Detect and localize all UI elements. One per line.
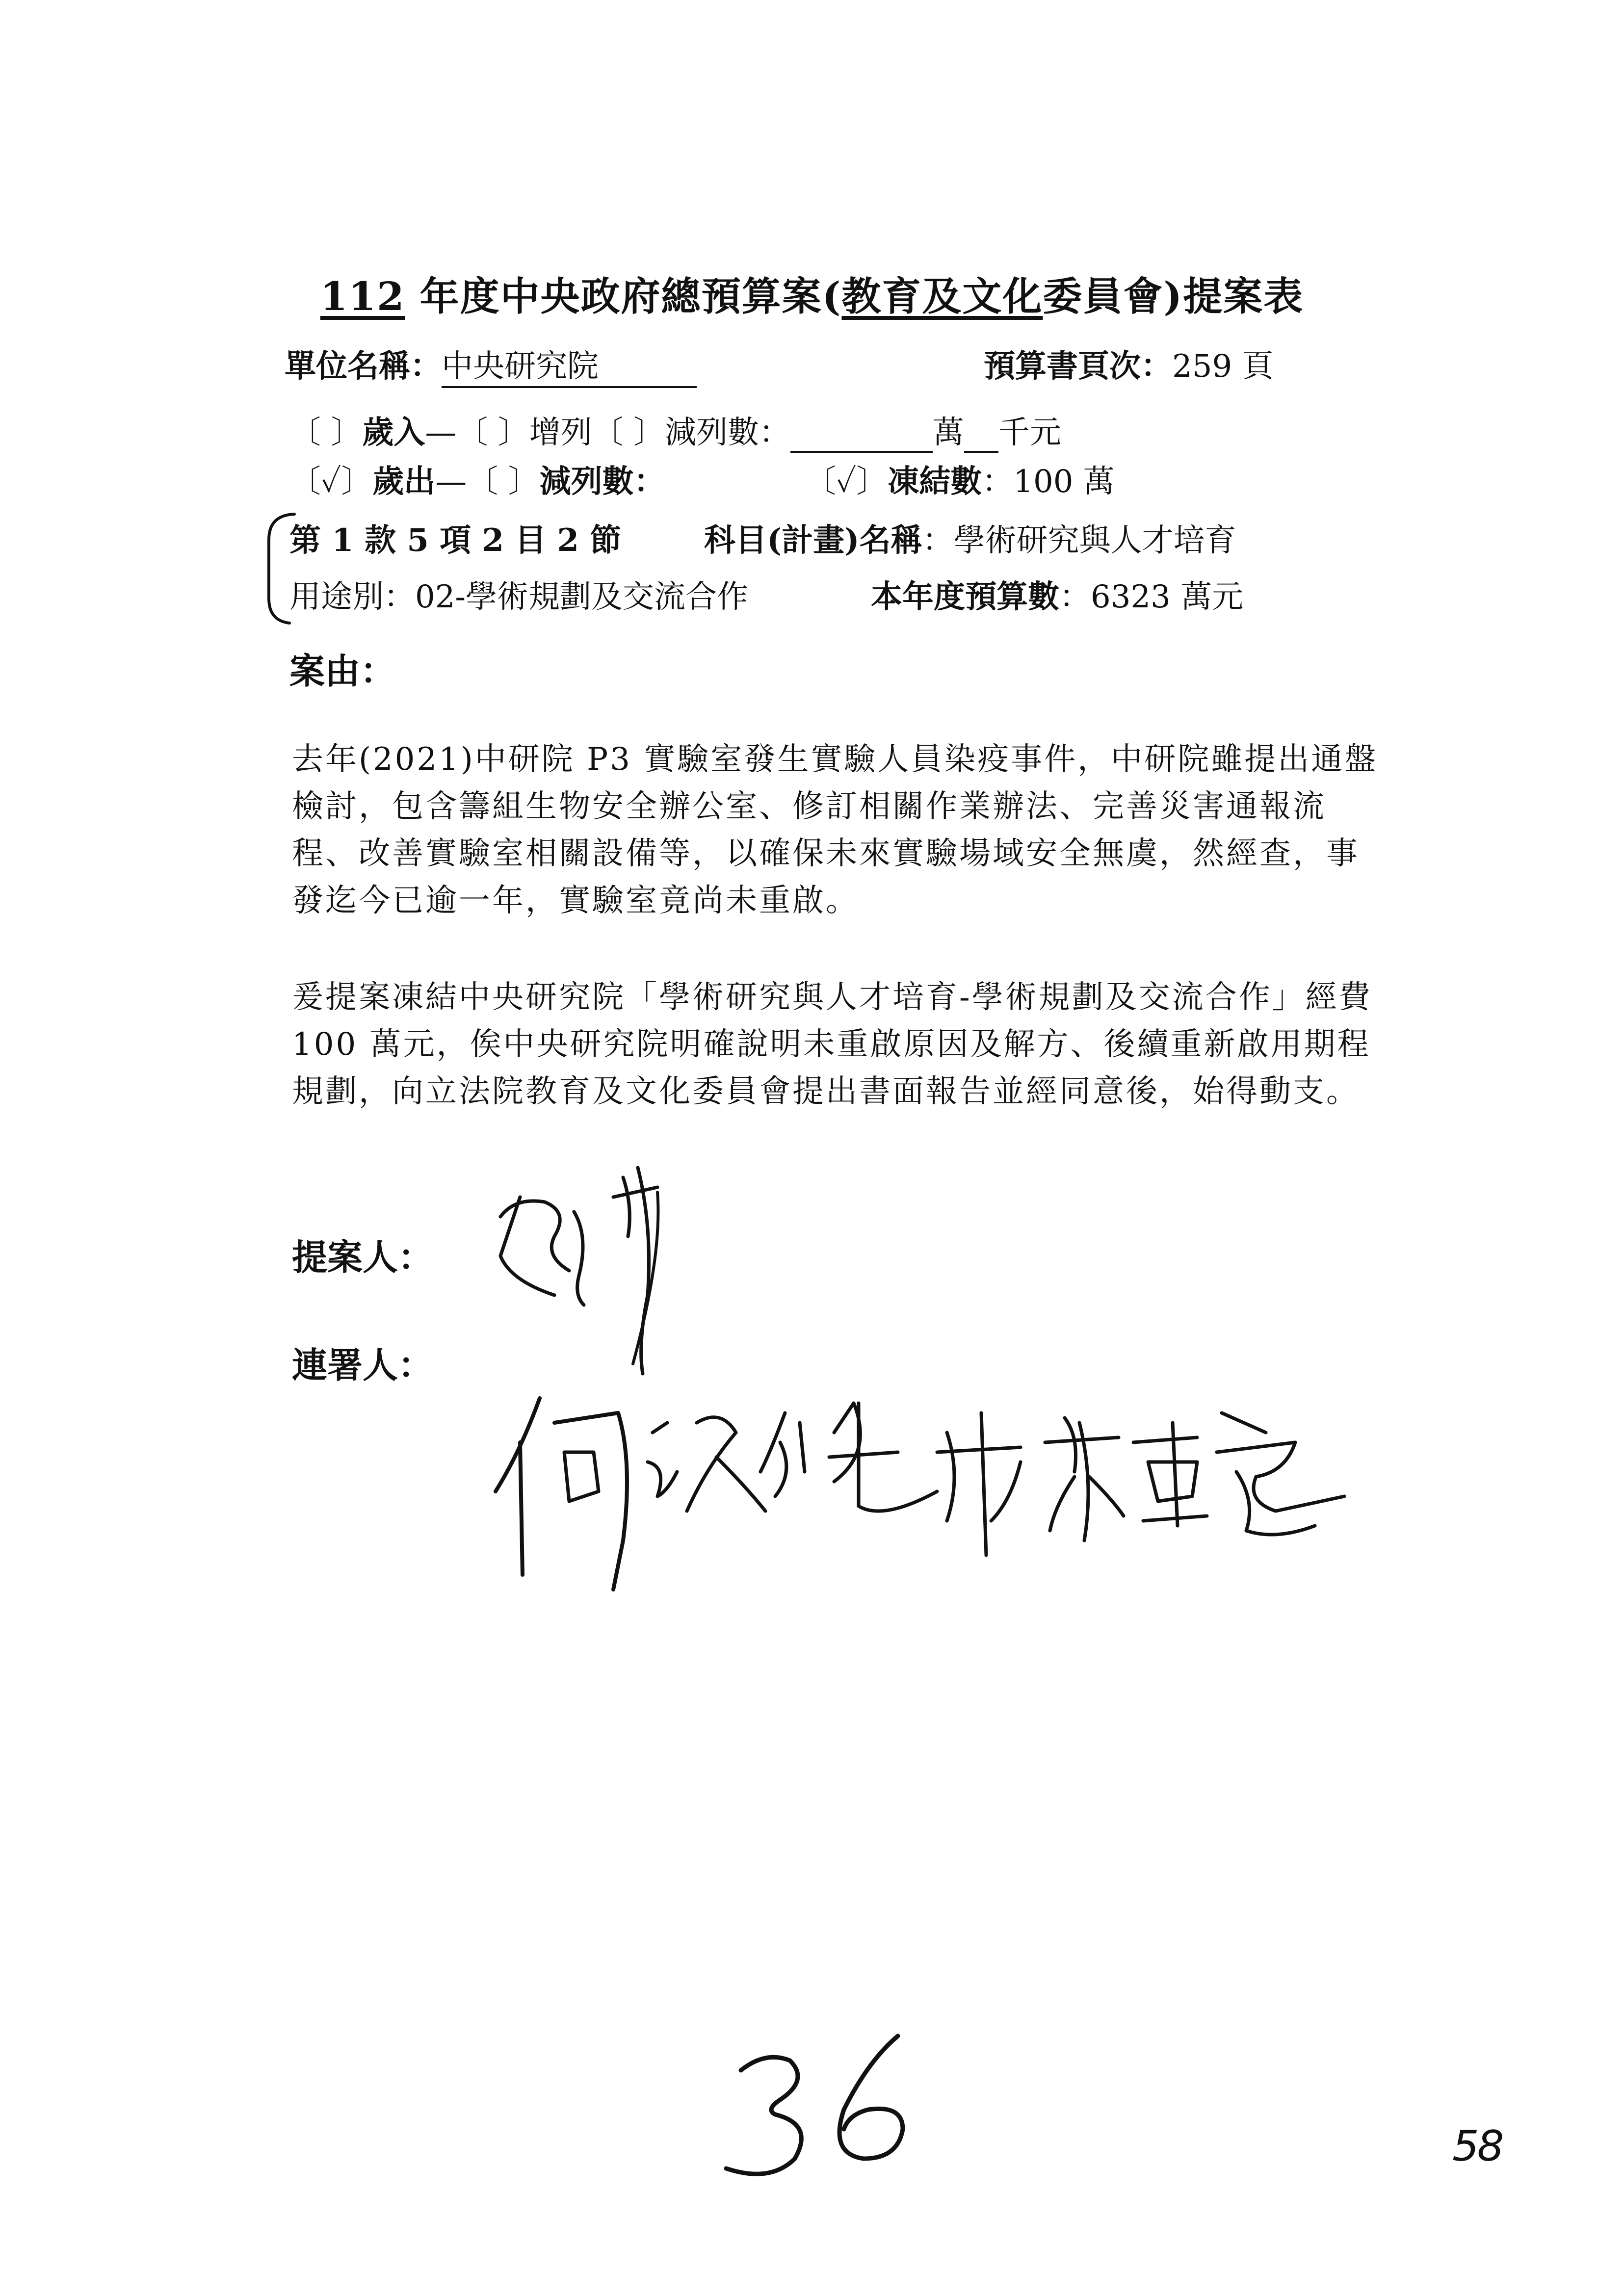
expense-checkbox: 〔✓〕 <box>289 464 373 500</box>
reason-label: 案由： <box>289 650 396 692</box>
expense-decrease-checkbox: 〔 〕 <box>467 464 540 500</box>
freeze-value: ：100 萬 <box>982 464 1115 500</box>
cosigner-label: 連署人： <box>292 1344 434 1386</box>
budget-page-value: 259 頁 <box>1172 348 1274 385</box>
reason-paragraph-1: 去年(2021)中研院 P3 實驗室發生實驗人員染疫事件，中研院雖提出通盤檢討，包含籌組生物安全辦公室、修訂相關作業辦法、完善災害通報流程、改善實驗室相關設備等，以確保未來實驗場域安全無虞，然經查，事發迄今已逾一年，實驗室竟尚未重啟。 <box>292 741 1378 919</box>
unit-label: 單位名稱： <box>285 348 442 385</box>
budget-page-label: 預算書頁次： <box>984 348 1172 385</box>
title-year: 112 <box>320 273 405 319</box>
section-text: 第 1 款 5 項 2 目 2 節 <box>289 522 622 559</box>
revenue-dash: — <box>425 415 457 451</box>
decrease-label: 減列數： <box>665 415 791 451</box>
budget-value: ：6323 萬元 <box>1059 579 1244 615</box>
unit-value: 中央研究院 <box>442 341 697 388</box>
freeze-checkbox: 〔✓〕 <box>805 464 888 500</box>
title-committee: 教育及文化 <box>841 273 1043 319</box>
unit-wan: 萬 <box>933 415 965 451</box>
subject-value: ：學術研究與人才培育 <box>922 522 1236 559</box>
proposer-label: 提案人： <box>292 1236 434 1278</box>
decrease-checkbox: 〔 〕 <box>592 415 665 451</box>
title-pre: 年度中央政府總預算案( <box>405 273 842 319</box>
reason-paragraph-2: 爰提案凍結中央研究院「學術研究與人才培育-學術規劃及交流合作」經費 100 萬元，俟中央研究院明確說明未重啟原因及解方、後續重新啟用期程規劃，向立法院教育及文化委員會提出書面報告並經同意後，始得動支。 <box>292 979 1372 1110</box>
increase-checkbox: 〔 〕 <box>456 415 529 451</box>
expense-label: 歲出 <box>372 463 436 500</box>
revenue-checkbox: 〔 〕 <box>289 415 363 451</box>
budget-label: 本年度預算數 <box>871 578 1059 615</box>
expense-decrease-label: 減列數： <box>539 463 665 500</box>
unit-thousand: 千元 <box>998 415 1062 451</box>
revenue-label: 歲入 <box>362 414 425 451</box>
freeze-label: 凍結數 <box>888 463 982 500</box>
usage-text: 用途別：02-學術規劃及交流合作 <box>289 579 749 615</box>
increase-label: 增列 <box>529 415 592 451</box>
subject-label: 科目(計畫)名稱 <box>704 522 922 559</box>
expense-dash: — <box>435 464 467 500</box>
title-post: 委員會)提案表 <box>1043 273 1304 319</box>
page-number: 58 <box>1452 2122 1502 2171</box>
